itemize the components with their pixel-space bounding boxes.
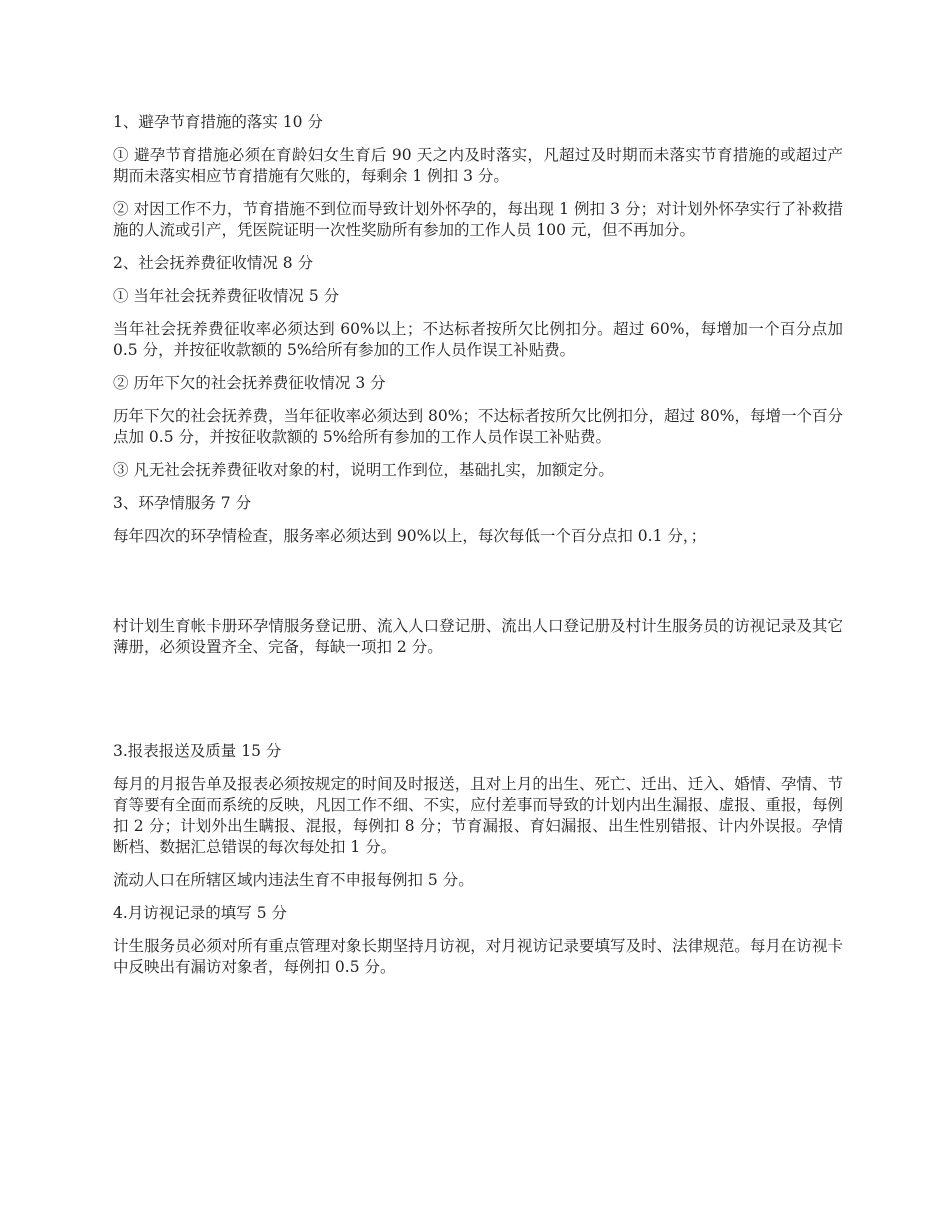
document-body [113,112,843,990]
body-paragraph: 村计划生育帐卡册环孕情服务登记册、流入人口登记册、流出人口登记册及村计生服务员的访视记录及其它薄册，必须设置齐全、完备，每缺一项扣 2 分。 [113,617,843,656]
body-paragraph: 当年社会抚养费征收率必须达到 60%以上；不达标者按所欠比例扣分。超过 60%，每增加一个百分点加 0.5 分，并按征收款额的 5%给所有参加的工作人员作误工补贴费。 [113,320,843,359]
section-heading-5: 4.月访视记录的填写 5 分 [113,904,288,922]
item-paragraph: ① 避孕节育措施必须在育龄妇女生育后 90 天之内及时落实，凡超过及时期而未落实节育措施的或超过产期而未落实相应节育措施有欠账的，每剩余 1 例扣 3 分。 [113,146,843,185]
section-heading-2: 2、社会抚养费征收情况 8 分 [113,254,314,272]
section-heading-3: 3、环孕情服务 7 分 [113,494,252,512]
body-paragraph: 计生服务员必须对所有重点管理对象长期坚持月访视，对月视访记录要填写及时、法律规范。每月在访视卡中反映出有漏访对象者，每例扣 0.5 分。 [113,937,843,976]
blank-space [113,670,843,741]
body-paragraph: 每年四次的环孕情检查，服务率必须达到 90%以上，每次每低一个百分点扣 0.1 分，； [113,527,707,545]
section-heading-4: 3.报表报送及质量 15 分 [113,742,282,760]
item-paragraph: ③ 凡无社会抚养费征收对象的村，说明工作到位，基础扎实，加额定分。 [113,461,614,479]
body-paragraph: 每月的月报告单及报表必须按规定的时间及时报送，且对上月的出生、死亡、迁出、迁入、婚情、孕情、节育等要有全面而系统的反映，凡因工作不细、不实，应付差事而导致的计划内出生漏报、虚报、重报，每例扣 2 分；计划外出生瞒报、混报，每例扣 8 分；节育漏报、育妇漏报、出生性别错报、计内外误报。孕情断档、数据汇总错误的每次每处扣 1 分。 [113,775,843,856]
subsection-heading: ② 历年下欠的社会抚养费征收情况 3 分 [113,374,386,392]
body-paragraph: 历年下欠的社会抚养费，当年征收率必须达到 80%；不达标者按所欠比例扣分，超过 80%，每增一个百分点加 0.5 分，并按征收款额的 5%给所有参加的工作人员作误工补贴费。 [113,407,843,446]
blank-space [113,559,843,616]
section-heading-1: 1、避孕节育措施的落实 10 分 [113,113,323,131]
subsection-heading: ① 当年社会抚养费征收情况 5 分 [113,287,340,305]
body-paragraph: 流动人口在所辖区域内违法生育不申报每例扣 5 分。 [113,871,474,889]
item-paragraph: ② 对因工作不力，节育措施不到位而导致计划外怀孕的，每出现 1 例扣 3 分；对计划外怀孕实行了补救措施的人流或引产，凭医院证明一次性奖励所有参加的工作人员 100 元，但不再加分。 [113,200,843,239]
